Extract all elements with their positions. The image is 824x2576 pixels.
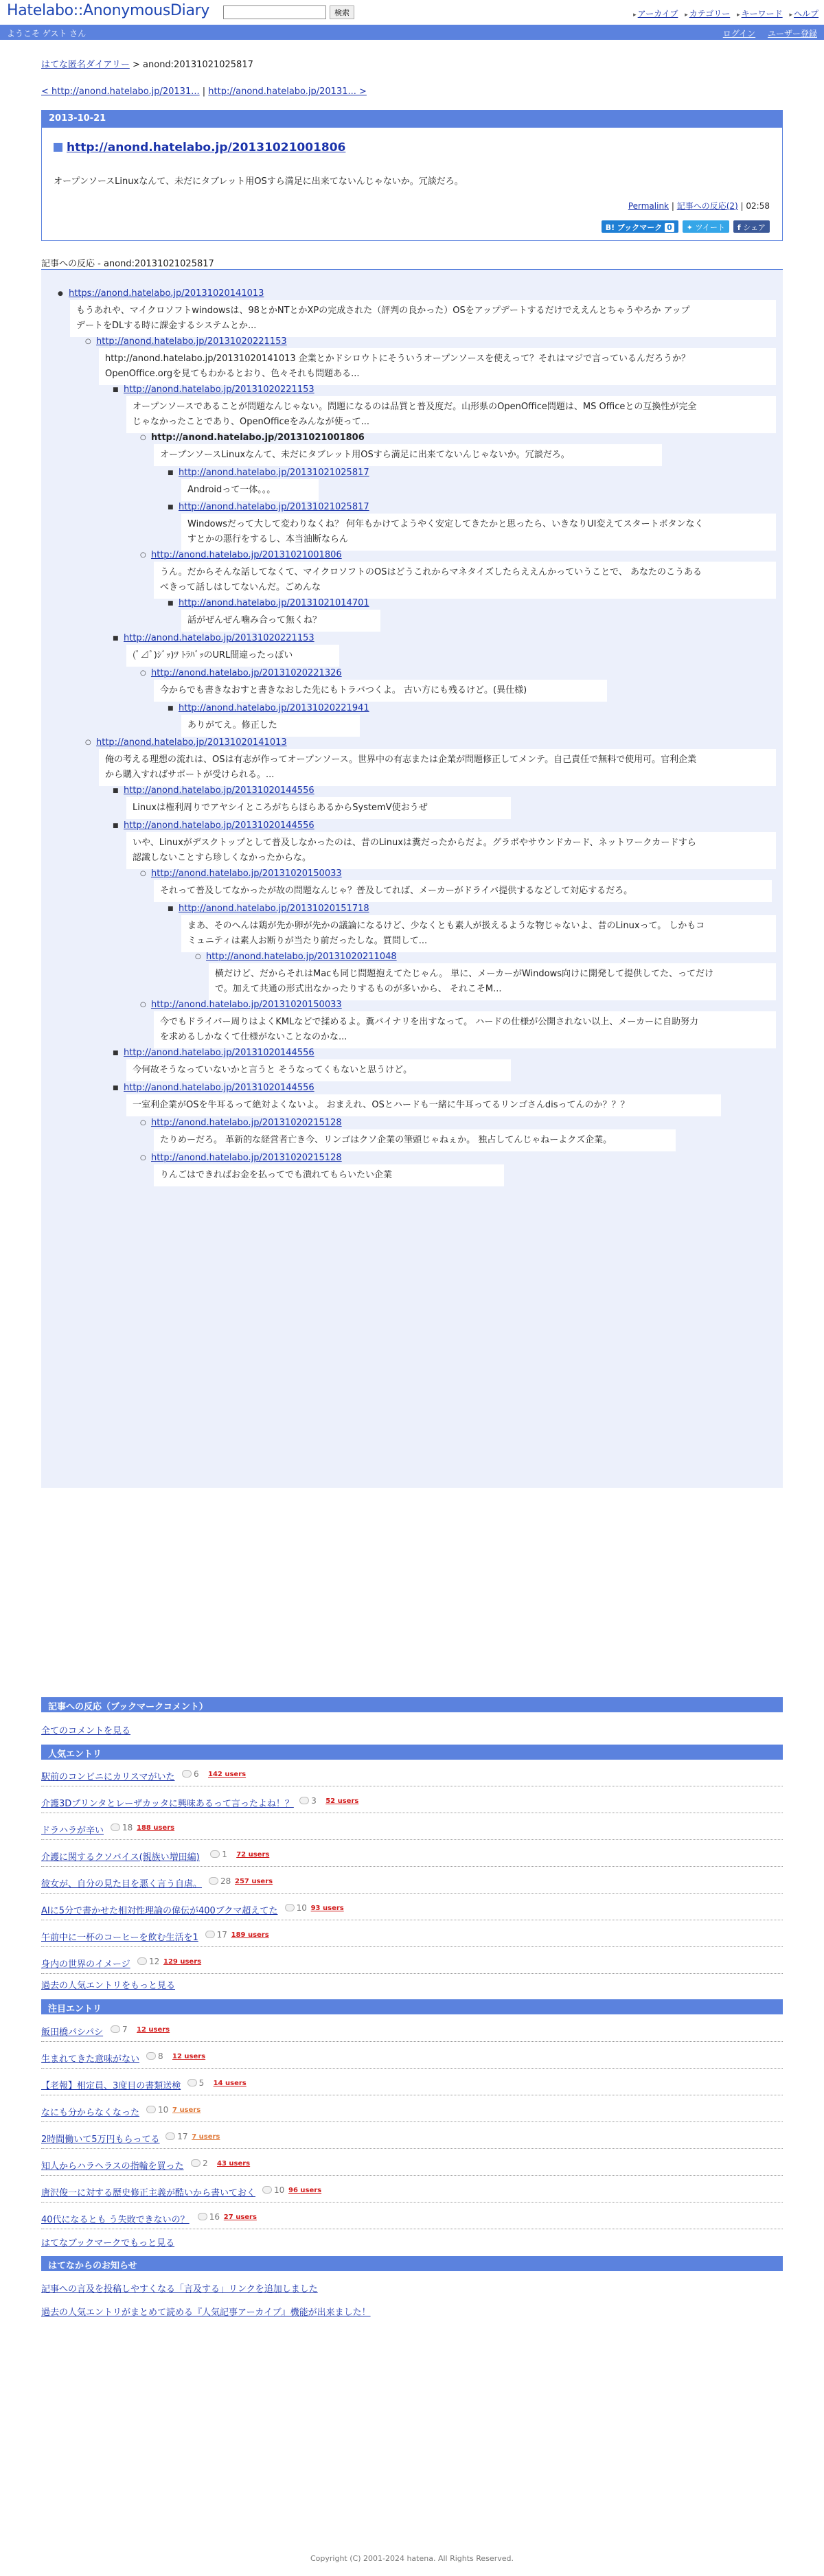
comment-count-value: 17 <box>216 1930 227 1940</box>
list-bullet-icon: ○ <box>140 551 146 559</box>
user-bar <box>0 25 824 40</box>
comment-count-value: 2 <box>203 2159 208 2168</box>
entry-row <box>41 2069 783 2095</box>
comment-count[interactable] <box>285 1903 307 1913</box>
reaction-heading: 記事への反応 - anond:20131021025817 <box>41 259 214 269</box>
comment-count-value: 10 <box>158 2105 169 2115</box>
comment-count[interactable] <box>146 2105 168 2115</box>
bookmark-users-link[interactable]: 72 users <box>236 1851 270 1859</box>
comment-count[interactable] <box>299 1796 317 1806</box>
reaction-body <box>99 348 776 385</box>
reaction-link[interactable]: http://anond.hatelabo.jp/20131020215128 <box>151 1118 342 1138</box>
entry-row <box>41 2123 783 2149</box>
entry-row <box>41 1760 783 1786</box>
bookmark-users-link[interactable]: 96 users <box>288 2187 322 2194</box>
article-body: オープンソースLinuxなんて、未だにタブレット用OSすら満足に出来てないんじゃないか。冗談だろ。 <box>54 176 464 187</box>
list-bullet-icon: ■ <box>113 787 119 794</box>
entry-title-link[interactable]: 唐沢俊一に対する歴史修正主義が酷いから書いておく <box>41 2188 256 2198</box>
reaction-body-line: デートをDLする時に課金するシステムとか... <box>76 321 257 331</box>
entry-title-link[interactable]: 生まれてきた意味がない <box>41 2054 140 2065</box>
entry-row <box>41 2096 783 2122</box>
reaction-body <box>154 680 607 702</box>
meta-separator: | <box>671 201 674 211</box>
bookmark-users-link[interactable]: 142 users <box>208 1771 247 1778</box>
list-bullet-icon: ○ <box>140 1119 146 1127</box>
reaction-body <box>154 444 662 466</box>
reaction-body <box>181 915 776 952</box>
notice-item[interactable]: 記事への言及を投稿しやすくなる「言及する」リンクを追加しました <box>41 2284 318 2295</box>
reaction-body-line: Linuxは権利周りでアヤシイところがちらほらあるからSystemV使おうぜ <box>133 803 428 813</box>
tweet-button[interactable] <box>683 220 729 233</box>
article-title <box>54 141 345 154</box>
entry-title-link[interactable]: 介護に関するクソバイス(親族い増田編) <box>41 1852 200 1863</box>
breadcrumb-separator: > <box>132 60 140 70</box>
reaction-body-line: べきって話しはしてないんだ。ごめんな <box>160 582 321 593</box>
search-input[interactable] <box>223 5 326 19</box>
bookmark-users-link[interactable]: 43 users <box>217 2160 251 2167</box>
list-bullet-icon: ○ <box>140 1154 146 1162</box>
list-bullet-icon: ○ <box>85 338 91 345</box>
reaction-link[interactable]: http://anond.hatelabo.jp/20131020144556 <box>124 1083 314 1103</box>
pager-next[interactable]: http://anond.hatelabo.jp/20131... > <box>208 87 367 97</box>
list-bullet-icon: ■ <box>113 387 119 393</box>
reaction-body-line: たりめーだろ。 革新的な経営者亡き今、リンゴはクソ企業の筆頭じゃねぇか。 独占してんじゃねーよクズ企業。 <box>160 1135 613 1145</box>
reaction-tree <box>41 269 783 1488</box>
reaction-link[interactable]: http://anond.hatelabo.jp/20131021001806 <box>151 433 365 453</box>
bookmark-users-link[interactable]: 27 users <box>223 2213 257 2221</box>
comment-count[interactable] <box>111 1823 133 1832</box>
hatena-bookmark-button[interactable] <box>602 220 678 233</box>
comment-count-value: 3 <box>311 1796 317 1806</box>
list-bullet-icon: ○ <box>85 739 91 746</box>
list-bullet-icon: ■ <box>113 1085 119 1092</box>
comment-count-value: 10 <box>296 1903 307 1913</box>
reaction-body-line: りんごはできればお金を払ってでも潰れてもらいたい企業 <box>160 1170 393 1180</box>
article-date: 2013-10-21 <box>42 111 782 128</box>
user-links <box>713 27 817 39</box>
reaction-link[interactable]: http://anond.hatelabo.jp/20131021014701 <box>179 598 369 619</box>
reaction-link[interactable]: http://anond.hatelabo.jp/20131020144556 <box>124 1048 314 1068</box>
reaction-link[interactable]: http://anond.hatelabo.jp/20131020221153 <box>124 633 314 654</box>
reaction-body-line: 今何故そうなっていないかと言うと そうなってくもないと思うけど。 <box>133 1065 413 1075</box>
comment-count[interactable] <box>191 2159 208 2168</box>
reaction-link[interactable]: http://anond.hatelabo.jp/20131020144556 <box>124 785 314 806</box>
reaction-body-line: それって普及してなかったが故の問題なんじゃ？普及してれば、メーカーがドライバ提供するなどして対応するだろ。 <box>160 886 633 896</box>
comment-count[interactable] <box>209 1876 231 1886</box>
article-title-link[interactable]: http://anond.hatelabo.jp/20131021001806 <box>67 141 346 154</box>
reaction-body <box>209 963 776 1000</box>
entry-row <box>41 2016 783 2042</box>
reaction-body-line: 今からでも書きなおすと書きなおした先にもトラバつくよ。 古い方にも残るけど。(異仕様) <box>160 685 527 695</box>
bookmark-users-link[interactable]: 189 users <box>231 1931 269 1939</box>
reaction-body-line: Androidって一体。。。 <box>187 485 276 495</box>
comment-count[interactable] <box>182 1769 199 1779</box>
popular-more-link[interactable]: 過去の人気エントリをもっと見る <box>41 1981 176 1991</box>
reaction-link[interactable]: http://anond.hatelabo.jp/20131020221153 <box>96 336 287 357</box>
reactions-link[interactable]: 記事への反応(2) <box>676 201 738 211</box>
reaction-link[interactable]: http://anond.hatelabo.jp/20131021025817 <box>179 468 369 488</box>
comment-bubble-icon <box>299 1797 309 1804</box>
comment-count[interactable] <box>146 2051 163 2061</box>
comment-count[interactable] <box>165 2132 187 2141</box>
comment-count[interactable] <box>137 1957 159 1966</box>
entry-row <box>41 1841 783 1867</box>
comment-bubble-icon <box>209 1877 218 1885</box>
entry-title-link[interactable]: 40代になるとも う失敗できないの？ <box>41 2215 190 2225</box>
reaction-body <box>181 715 360 737</box>
attention-entries-heading: 注目エントリ <box>41 1999 783 2014</box>
reaction-body-line: じゃなかったことであり、OpenOfficeをみんなが使って... <box>133 417 370 427</box>
list-bullet-icon: ■ <box>168 906 174 912</box>
comment-bubble-icon <box>182 1770 192 1778</box>
bookmark-label: B! ブックマーク <box>605 223 663 232</box>
reaction-body-line: 話がぜんぜん噛み合って無くね？ <box>187 615 322 625</box>
comment-count-value: 6 <box>194 1769 199 1779</box>
comment-bubble-icon <box>198 2213 207 2220</box>
entry-row <box>41 1867 783 1894</box>
comment-bubble-icon <box>191 2159 201 2167</box>
entry-row <box>41 1921 783 1947</box>
entry-title-link[interactable]: 駅前のコンビニにカリスマがいた <box>41 1772 175 1782</box>
bird-icon: ✦ <box>686 223 693 232</box>
comment-count-value: 5 <box>198 2078 205 2088</box>
entry-row <box>41 2150 783 2176</box>
reaction-body <box>154 1011 776 1048</box>
article-meta <box>628 200 770 211</box>
bookmark-users-link[interactable]: 14 users <box>213 2080 247 2087</box>
nav-help[interactable]: ヘルプ <box>793 9 819 19</box>
entry-title-link[interactable]: 午前中に一杯のコーヒーを飲む生活を1 <box>41 1933 198 1943</box>
square-icon <box>54 143 62 152</box>
reaction-link[interactable]: http://anond.hatelabo.jp/20131020215128 <box>151 1153 342 1173</box>
reaction-body <box>126 645 339 667</box>
comment-bubble-icon <box>285 1904 295 1911</box>
chevron-right-icon: ▸ <box>789 12 792 19</box>
entry-title-link[interactable]: 彼女が、自分の見た目を悪く言う自虐。 <box>41 1879 203 1889</box>
reaction-link[interactable]: http://anond.hatelabo.jp/20131020150033 <box>151 1000 342 1020</box>
list-bullet-icon: ■ <box>113 635 119 642</box>
comment-bubble-icon <box>187 2079 197 2086</box>
entry-title-link[interactable]: なにも分からなくなった <box>41 2108 140 2118</box>
entry-title-link[interactable]: 【老報】相定員、3度目の書類送検 <box>41 2081 181 2091</box>
comment-bubble-icon <box>210 1850 220 1858</box>
reaction-body-line: いや、Linuxがデスクトップとして普及しなかったのは、昔のLinuxは糞だったからだよ。グラボやサウンドカード、ネットワークカードすら <box>133 838 696 848</box>
comment-bubble-icon <box>111 2025 120 2033</box>
reaction-body-line: Windowsだって大して変わりなくね？ 何年もかけてようやく安定してきたかと思ったら、いきなりUI変えてスタートボタンなく <box>187 519 704 529</box>
list-bullet-icon: ■ <box>168 600 174 607</box>
entry-row <box>41 2203 783 2229</box>
comment-count-value: 1 <box>222 1850 227 1859</box>
comment-count-value: 18 <box>122 1823 133 1832</box>
chevron-right-icon: ▸ <box>633 12 637 19</box>
reaction-body-line: http://anond.hatelabo.jp/20131020141013 企業とかドシロウトにそういうオープンソースを使えって？それはマジで言っているんだろうか？ <box>105 354 690 364</box>
comment-count[interactable] <box>187 2078 205 2088</box>
reaction-body <box>181 479 319 501</box>
entry-title-link[interactable]: AIに5分で書かせた相対性理論の偉伝が400ブクマ超えてた <box>41 1906 278 1916</box>
reaction-body-line: 今でもドライバー周りはよくKMLなどで揉めるよ。糞バイナリを出すなって。 ハードの仕様が公開されない以上、メーカーに自助努力 <box>160 1017 698 1027</box>
breadcrumb <box>41 57 253 70</box>
bookmark-users-link[interactable]: 12 users <box>172 2053 206 2060</box>
bookmark-users-link[interactable]: 129 users <box>163 1958 202 1966</box>
reaction-body <box>126 832 776 869</box>
reaction-body <box>126 797 511 819</box>
entry-title-link[interactable]: 2時間働いて5万円もらってる <box>41 2135 160 2145</box>
reaction-link[interactable]: http://anond.hatelabo.jp/20131020144556 <box>124 820 314 841</box>
list-bullet-icon: ○ <box>140 669 146 677</box>
reaction-body <box>126 1059 511 1081</box>
article <box>41 110 783 241</box>
top-bar <box>0 0 824 25</box>
reaction-link[interactable]: http://anond.hatelabo.jp/20131021001806 <box>151 550 342 571</box>
reaction-body-line: すとかの悪行をするし、本当油断ならん <box>187 534 349 544</box>
reaction-link[interactable]: http://anond.hatelabo.jp/20131020150033 <box>151 869 342 889</box>
pager-separator: | <box>202 87 206 97</box>
entry-title-link[interactable]: ドラハラが辛い <box>41 1826 104 1836</box>
reaction-body <box>126 1094 721 1116</box>
reaction-link[interactable]: http://anond.hatelabo.jp/20131020141013 <box>96 737 287 758</box>
header-nav <box>633 8 819 19</box>
reaction-link[interactable]: http://anond.hatelabo.jp/20131020151718 <box>179 904 369 924</box>
nav-keyword[interactable]: キーワード <box>741 9 783 19</box>
reaction-body-line: オープンソースであることが問題なんじゃない。問題になるのは品質と普及度だ。山形県のOpenOffice問題は、MS Officeとの互換性が完全 <box>133 402 697 412</box>
bookmark-count: 0 <box>665 223 674 232</box>
comment-bubble-icon <box>165 2132 175 2140</box>
attention-more-link[interactable]: はてなブックマークでもっと見る <box>41 2238 175 2249</box>
welcome-text: ようこそ ゲスト さん <box>7 29 87 38</box>
reaction-body-line: うん。だからそんな話してなくて、マイクロソフトのOSはどうこれからマネタイズしたらええんかっていうことで、 あなたのこうある <box>160 567 702 577</box>
comment-count[interactable] <box>198 2212 220 2222</box>
bookmark-users-link[interactable]: 93 users <box>310 1905 344 1912</box>
tweet-label: ツイート <box>695 223 725 232</box>
nav-archive[interactable]: アーカイブ <box>637 9 678 19</box>
reaction-link[interactable]: http://anond.hatelabo.jp/20131021025817 <box>179 502 369 522</box>
list-bullet-icon: ● <box>58 290 63 297</box>
search-button[interactable]: 検索 <box>330 5 354 19</box>
comment-bubble-icon <box>137 1957 147 1965</box>
permalink-link[interactable]: Permalink <box>628 201 670 211</box>
bookmark-comments-heading: 記事への反応（ブックマークコメント） <box>41 1697 783 1712</box>
comment-count[interactable] <box>205 1930 227 1940</box>
reaction-body-line: もうあれや、マイクロソフトwindowsは、98とかNTとかXPの完成された（評判の良かった）OSをアップデートするだけでええんとちゃうやろか アップ <box>76 306 690 316</box>
chevron-right-icon: ▸ <box>737 12 740 19</box>
list-bullet-icon: ■ <box>168 705 174 712</box>
search-form <box>223 5 354 19</box>
notice-heading: はてなからのお知らせ <box>41 2256 783 2271</box>
bookmark-users-link[interactable]: 7 users <box>192 2133 220 2141</box>
reaction-body <box>154 880 772 902</box>
reaction-link[interactable]: http://anond.hatelabo.jp/20131020221153 <box>124 384 314 405</box>
bookmark-users-link[interactable]: 7 users <box>172 2106 201 2114</box>
comment-count-value: 28 <box>220 1876 231 1886</box>
list-bullet-icon: ■ <box>113 823 119 829</box>
comment-count[interactable] <box>210 1850 227 1859</box>
entry-row <box>41 1814 783 1840</box>
entry-row <box>41 1787 783 1813</box>
reaction-body-line: 横だけど、だからそれはMacも同じ問題抱えてたじゃん。 単に、メーカーがWindows向けに開発して提供してた、ってだけ <box>215 969 714 979</box>
list-bullet-icon: ■ <box>113 1050 119 1057</box>
comment-count-value: 8 <box>158 2051 163 2061</box>
comment-count[interactable] <box>111 2025 128 2034</box>
bookmark-users-link[interactable]: 188 users <box>137 1824 175 1832</box>
comment-count-value: 10 <box>274 2185 285 2195</box>
login-link[interactable]: ログイン <box>722 29 756 38</box>
facebook-share-button[interactable] <box>733 220 770 233</box>
facebook-icon: f <box>737 223 741 232</box>
reaction-link[interactable]: https://anond.hatelabo.jp/20131020141013 <box>69 288 264 309</box>
list-bullet-icon: ○ <box>140 434 146 441</box>
comment-count-value: 7 <box>122 2025 128 2034</box>
reaction-body-line: (ﾟ⊿ﾟ)ｼﾞｯ)ﾂ ﾄﾗﾊﾞｯのURL間違ったっぽい <box>133 650 293 660</box>
entry-title-link[interactable]: 知人からハラヘラスの指輪を買った <box>41 2161 184 2172</box>
list-bullet-icon: ■ <box>168 470 174 476</box>
site-logo[interactable]: Hatelabo::AnonymousDiary <box>7 2 210 19</box>
reaction-body <box>99 749 776 786</box>
entry-row <box>41 2176 783 2203</box>
reaction-body-line: から購入すればサポートが受けられる。... <box>105 770 275 780</box>
reaction-link[interactable]: http://anond.hatelabo.jp/20131020221941 <box>179 703 369 724</box>
reaction-link[interactable]: http://anond.hatelabo.jp/20131020211048 <box>206 952 397 972</box>
pager <box>41 87 367 97</box>
share-buttons <box>602 220 770 233</box>
reaction-body <box>181 514 776 551</box>
comment-bubble-icon <box>146 2106 156 2113</box>
bookmark-users-link[interactable]: 12 users <box>137 2026 170 2034</box>
popular-entries-heading: 人気エントリ <box>41 1745 783 1760</box>
list-bullet-icon: ○ <box>140 1001 146 1009</box>
reaction-body-line: で。加えて共通の形式出なかったりするものが多いから、 それこそM... <box>215 984 502 994</box>
reaction-body <box>126 396 776 433</box>
comment-bubble-icon <box>205 1931 215 1938</box>
entry-title-link[interactable]: 身内の世界のイメージ <box>41 1959 130 1970</box>
notice-item[interactable]: 過去の人気エントリがまとめて読める『人気記事アーカイブ』機能が出来ました！ <box>41 2308 371 2318</box>
reaction-body <box>154 1164 504 1186</box>
reaction-body-line: OpenOffice.orgを見てもわかるとおり、色々それも問題ある... <box>105 369 360 379</box>
copyright: Copyright (C) 2001-2024 hatena. All Rights Reserved. <box>310 2554 514 2563</box>
comment-bubble-icon <box>111 1824 120 1831</box>
reaction-body-line: まあ、そのへんは鶏が先か卵が先かの議論になるけど、少なくとも素人が扱えるような物じゃないよ、昔のLinuxって。 しかもコ <box>187 921 705 931</box>
comment-bubble-icon <box>146 2052 156 2060</box>
share-label: シェア <box>743 223 766 232</box>
reaction-body <box>70 300 776 337</box>
bookmark-users-link[interactable]: 52 users <box>325 1797 359 1805</box>
list-bullet-icon: ○ <box>140 870 146 877</box>
list-bullet-icon: ○ <box>195 953 201 961</box>
reaction-body <box>154 562 776 599</box>
breadcrumb-current: anond:20131021025817 <box>143 60 253 70</box>
reaction-body-line: 俺の考える理想の流れは、OSは有志が作ってオープンソース。世界中の有志または企業が問題修正してメンテ。自己責任で無料で使用可。官利企業 <box>105 755 697 765</box>
all-comments-link[interactable]: 全てのコメントを見る <box>41 1726 131 1736</box>
entry-title-link[interactable]: 介護3Dプリンタとレーザカッタに興味あるって言ったよね！？ <box>41 1799 294 1809</box>
comment-count-value: 16 <box>209 2212 220 2222</box>
register-link[interactable]: ユーザー登録 <box>767 29 817 38</box>
reaction-body-line: ミュニティは素人お断りが当たり前だったしな。質問して... <box>187 936 428 946</box>
pager-prev[interactable]: < http://anond.hatelabo.jp/20131... <box>41 87 200 97</box>
chevron-right-icon: ▸ <box>685 12 688 19</box>
reaction-body-line: オープンソースLinuxなんて、未だにタブレット用OSすら満足に出来てないんじゃないか。冗談だろ。 <box>160 450 570 460</box>
entry-title-link[interactable]: 飯田橋パシパシ <box>41 2027 104 2038</box>
entry-row <box>41 1948 783 1974</box>
entry-row <box>41 1894 783 1920</box>
nav-category[interactable]: カテゴリー <box>689 9 731 19</box>
bookmark-users-link[interactable]: 257 users <box>235 1878 273 1885</box>
comment-count[interactable] <box>262 2185 284 2195</box>
entry-row <box>41 2043 783 2069</box>
reaction-body <box>181 610 380 632</box>
comment-bubble-icon <box>262 2186 272 2194</box>
breadcrumb-home[interactable]: はてな匿名ダイアリー <box>41 60 130 70</box>
reaction-body <box>154 1129 676 1151</box>
comment-count-value: 17 <box>177 2132 188 2141</box>
list-bullet-icon: ■ <box>168 504 174 511</box>
reaction-body-line: 認識しないことすら珍しくなかったからな。 <box>133 853 312 863</box>
reaction-body-line: 一室利企業がOSを牛耳るって絶対よくないよ。 おまえれ、OSとハードも一緒に牛耳ってるリンゴさんdisってんのか？？？ <box>133 1100 630 1110</box>
comment-count-value: 12 <box>149 1957 160 1966</box>
reaction-body-line: を求めるしかなくて仕様がないことなのかな... <box>160 1032 347 1042</box>
article-time: | 02:58 <box>740 201 770 211</box>
reaction-link[interactable]: http://anond.hatelabo.jp/20131020221326 <box>151 668 342 689</box>
reaction-body-line: ありがてえ。修正した <box>187 720 277 731</box>
